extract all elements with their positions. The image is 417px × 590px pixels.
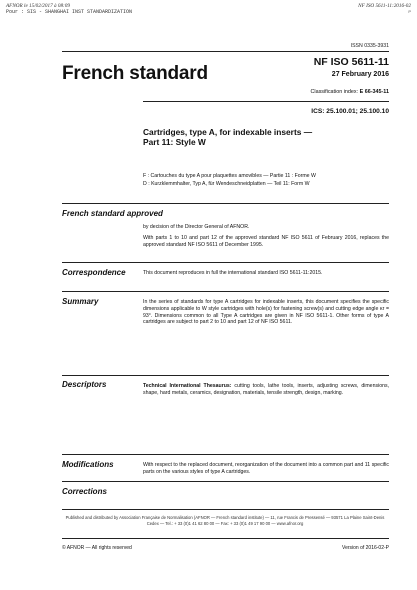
section-divider (62, 454, 389, 455)
descriptors-text (143, 383, 389, 397)
german-title: D : Kurzklemmhalter, Typ A, für Wendeschneidplatten — Teil 11: Form W (143, 180, 310, 187)
corrections-heading: Corrections (62, 487, 107, 496)
top-divider (62, 51, 389, 52)
approved-replaces-text: With parts 1 to 10 and part 12 of the approved standard NF ISO 5611 of February 2016, replaces the approved standard NF ISO 5611 of December 1995. (143, 235, 389, 248)
print-stamp (6, 3, 132, 15)
copyright-notice: © AFNOR — All rights reserved (62, 545, 132, 551)
classification-label: Classification index: (310, 89, 360, 95)
document-title-line: Part 11: Style W (143, 136, 206, 147)
ics-codes: ICS: 25.100.01; 25.100.10 (311, 108, 389, 115)
header-page-mark: P (408, 9, 411, 14)
classification-value: E 66-345-11 (359, 89, 389, 95)
descriptors-keywords: cutting tools, lathe tools, inserts, adjusting screws, dimensions, shape, hard metals, ceramics, designation, materials, tensile strength, design, marking. (143, 383, 390, 396)
document-title-line: Cartridges, type A, for indexable inserts — (143, 127, 313, 137)
correspondence-heading: Correspondence (62, 268, 126, 277)
descriptors-heading: Descriptors (62, 380, 107, 389)
print-stamp-recipient: Pour : SIS - SHANGHAI INST STANDARDIZATION (6, 9, 133, 15)
approved-heading: French standard approved (62, 209, 163, 218)
section-divider (62, 203, 389, 204)
thesaurus-label: Technical International Thesaurus: (143, 383, 232, 389)
ics-divider (143, 101, 389, 102)
section-divider (62, 481, 389, 482)
french-title: F : Cartouches du type A pour plaquettes amovibles — Partie 11 : Forme W (143, 173, 316, 179)
classification-index (310, 89, 389, 95)
header-standard-ref: NF ISO 5611-11:2016-02 (358, 3, 411, 9)
modifications-heading: Modifications (62, 460, 114, 469)
summary-text: In the series of standards for type A cartridges for indexable inserts, this document specifies the specific dimensions applicable to W style cartridges with hole(s) for fastening screw(s) and cutting edge angle κr = 93°. Dimensions common to all Type A cartridges are given in NF ISO 5611-1. Other forms of type A cartridges are subject to part 2 to 10 and part 12 of NF ISO 5611. (143, 299, 389, 326)
publisher-info: Published and distributed by Association Française de Normalisation (AFNOR — French standard institute) — 11, rue Francis de Pressensé — 93571 La Plaine Saint-Denis Cedex — Tel.: + 33 (0)1 41 62 80 00 — Fax: + 33 (0)1 49 17 90 00 — www.afnor.org (65, 515, 385, 526)
footer-divider (62, 509, 389, 510)
issn-number: ISSN 0335-3931 (350, 43, 389, 49)
document-type-title: French standard (62, 63, 208, 84)
approved-decision-text: by decision of the Director General of AFNOR. (143, 224, 250, 230)
alternate-language-titles (143, 173, 316, 188)
summary-heading: Summary (62, 297, 99, 306)
print-stamp-date: AFNOR le 15/02/2017 à 08:09 (6, 3, 70, 9)
modifications-text: With respect to the replaced document, reorganization of the document into a common part and 11 specific parts on the various styles of type A cartridges. (143, 462, 389, 475)
document-title (143, 128, 312, 147)
standard-date: 27 February 2016 (331, 71, 389, 78)
correspondence-text: This document reproduces in full the international standard ISO 5611-11:2015. (143, 270, 323, 276)
footer-divider (62, 538, 389, 539)
section-divider (62, 375, 389, 376)
section-divider (62, 262, 389, 263)
standard-number: NF ISO 5611-11 (313, 56, 389, 68)
version-label: Version of 2016-02-P (342, 545, 389, 551)
section-divider (62, 291, 389, 292)
